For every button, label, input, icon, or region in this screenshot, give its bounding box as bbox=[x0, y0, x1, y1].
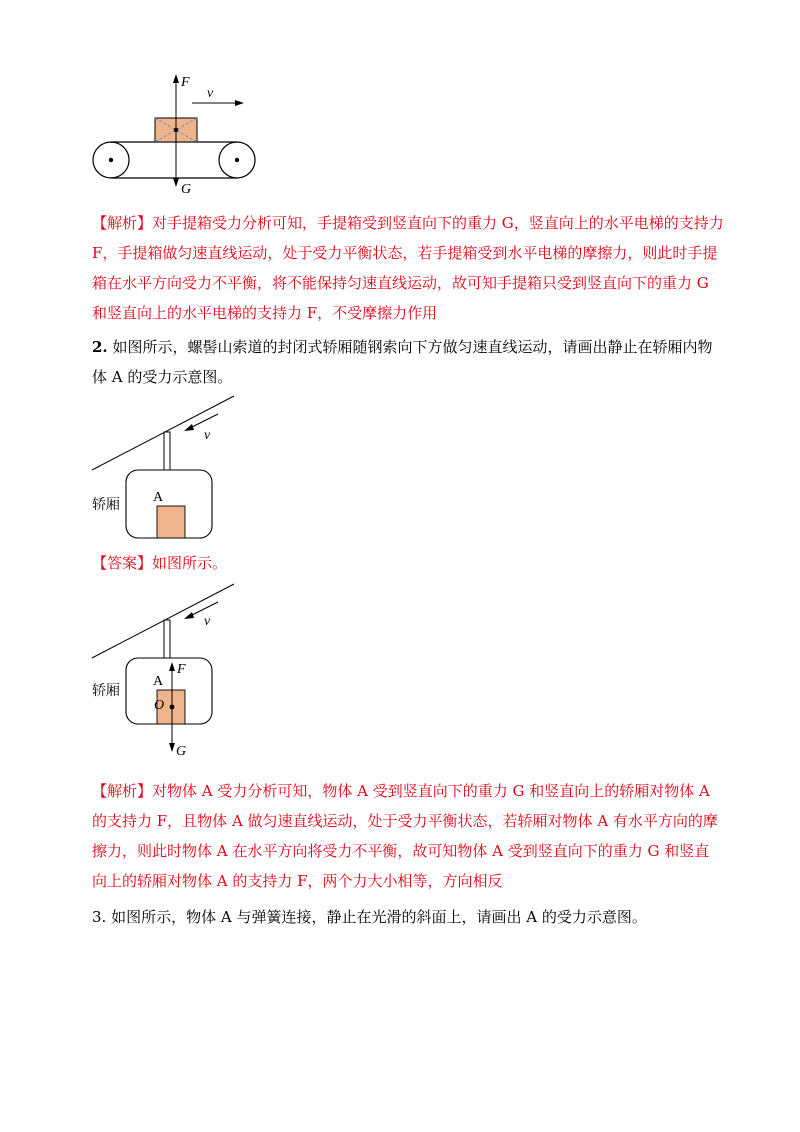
analysis-body: 对物体 A 受力分析可知，物体 A 受到竖直向下的重力 G 和竖直向上的轿厢对物体 A 的支持力 F，且物体 A 做匀速直线运动，处于受力平衡状态，若轿厢对物体 A 有水平方向的摩擦力，则此时物体 A 在水平方向将受力不平衡，故可知物体 A 受到竖直向下的重力 G 和竖直向上的轿厢对物体 A 的支持力 F，两个力大小相等，方向相反 bbox=[92, 782, 718, 890]
cabin-label: 轿厢 bbox=[92, 683, 120, 699]
answer-2 bbox=[92, 548, 722, 578]
force-f-label: F bbox=[177, 662, 186, 677]
analysis-2 bbox=[92, 776, 724, 896]
point-o-label: O bbox=[154, 698, 165, 713]
question-3 bbox=[92, 902, 722, 932]
analysis-body: 对手提箱受力分析可知，手提箱受到竖直向下的重力 G，竖直向上的水平电梯的支持力 F，手提箱做匀速直线运动，处于受力平衡状态，若手提箱受到水平电梯的摩擦力，则此时手提箱在水平方向受力不平衡，将不能保持匀速直线运动，故可知手提箱只受到竖直向下的重力 G 和竖直向上的水平电梯的支持力 F，不受摩擦力作用 bbox=[92, 214, 724, 322]
cabin-label: 轿厢 bbox=[92, 497, 120, 513]
velocity-label: v bbox=[204, 614, 211, 629]
force-g-label: G bbox=[181, 182, 192, 197]
question-number: 2. bbox=[92, 338, 108, 356]
answer-text: 如图所示。 bbox=[152, 554, 228, 572]
cable-car-figure bbox=[88, 392, 248, 542]
question-2 bbox=[92, 332, 724, 392]
cable-car-force-figure bbox=[88, 580, 248, 760]
velocity-label: v bbox=[207, 86, 214, 101]
analysis-tag: 【解析】 bbox=[92, 214, 153, 232]
object-a-label: A bbox=[153, 490, 164, 505]
escalator-figure bbox=[88, 72, 263, 200]
velocity-label: v bbox=[204, 428, 211, 443]
question-text: 3. 如图所示，物体 A 与弹簧连接，静止在光滑的斜面上，请画出 A 的受力示意图。 bbox=[92, 908, 647, 926]
force-f-label: F bbox=[181, 75, 190, 90]
analysis-1 bbox=[92, 208, 724, 328]
force-g-label: G bbox=[176, 744, 187, 759]
question-text: 如图所示，螺髻山索道的封闭式轿厢随钢索向下方做匀速直线运动，请画出静止在轿厢内物体 A 的受力示意图。 bbox=[92, 338, 713, 386]
object-a-label: A bbox=[153, 674, 164, 689]
object-a bbox=[157, 506, 185, 538]
analysis-tag: 【解析】 bbox=[92, 782, 153, 800]
answer-tag: 【答案】 bbox=[92, 554, 153, 572]
cable-line bbox=[92, 396, 234, 470]
